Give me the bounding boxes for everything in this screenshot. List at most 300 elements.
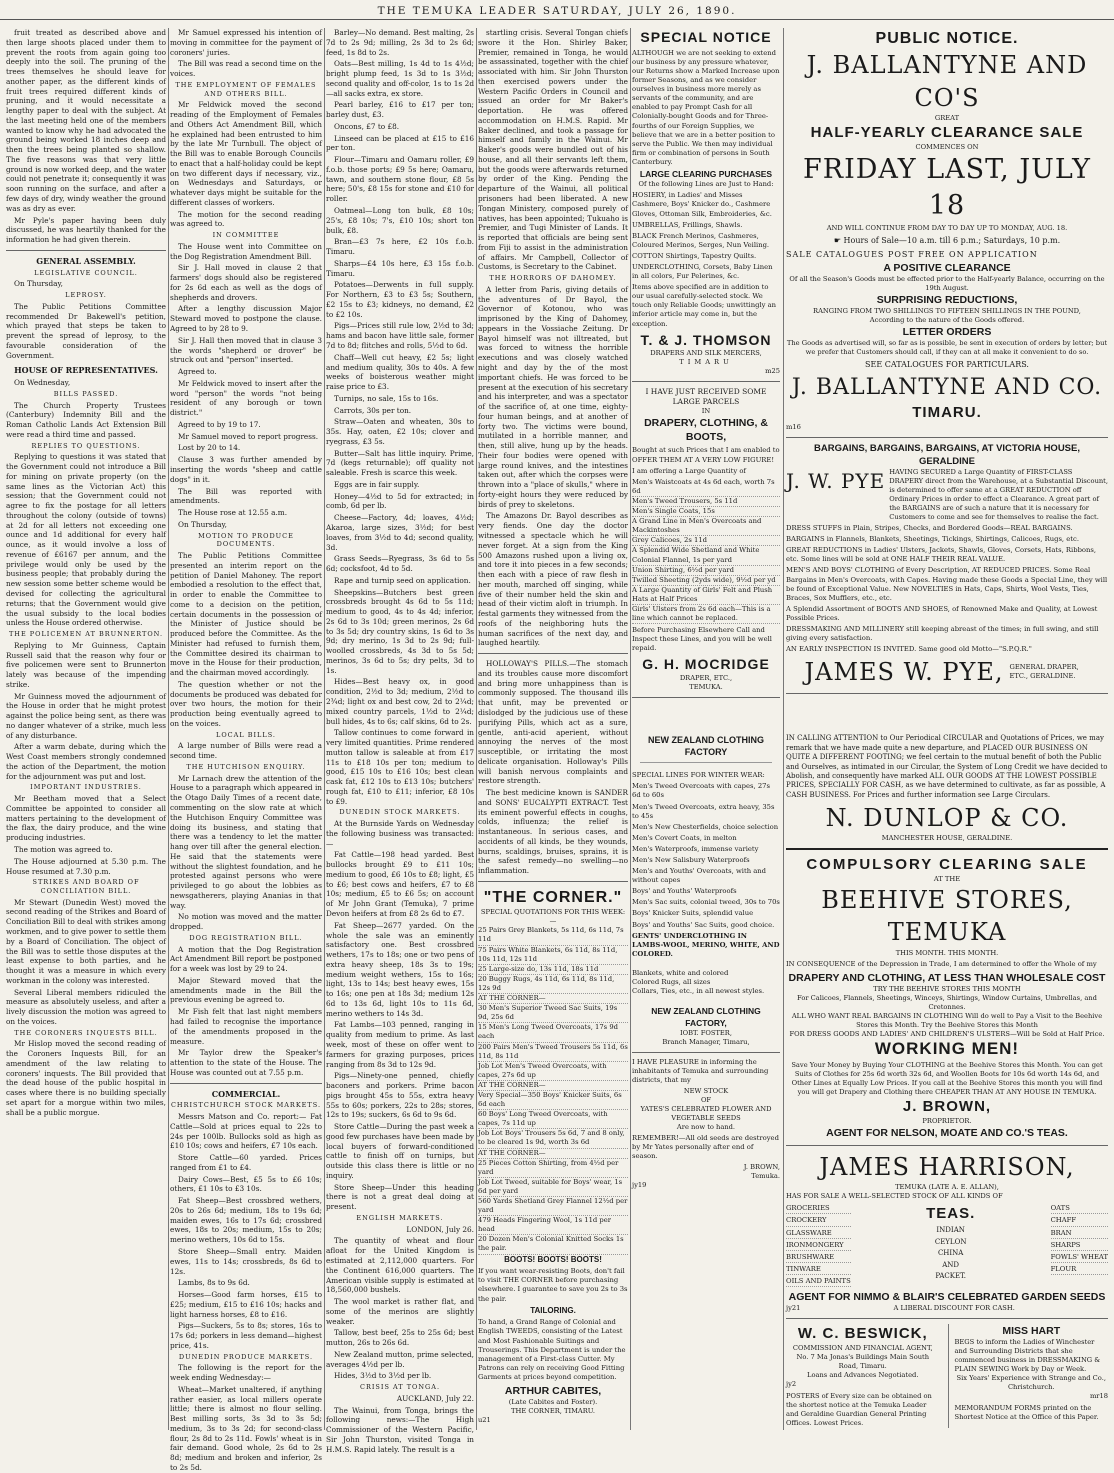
- article-paragraph: Hides—Best heavy ox, in good condition, 2½d to 3d; medium, 2½d to 2¾d; light ox and best cow, 2d to 2¼d; mixed country parcels, 1½d to 2¼d; bull hides, 4s to 6s; calf skins, 6d to 2s.: [326, 677, 474, 726]
- ad-firm-name: G. H. MOCRIDGE: [642, 656, 770, 673]
- ad-signature: ARTHUR CABITES,: [504, 1385, 602, 1398]
- article-paragraph: Sheepskins—Butchers best green crossbreds brought 4s 6d to 5s 11d; medium to good, 4s to 4s 4d; inferior, 2s 6d to 3s 10d; green merinos, 2s 6d to 3s 5d; dry country skins, 1s 6d to 3s 9d; dry merino, 1s 3d to 2s 9d; full-woolled crossbreds, 4s 3d to 5s 5d; merinos, 3s 6d to 5s; dry pelts, 3d to 1s.: [326, 587, 474, 675]
- article-paragraph: Butter—Salt has little inquiry. Prime, 7d (kegs returnable); off quality not saleable. Fresh is scarce this week.: [326, 448, 474, 478]
- price-list-item: 25 Large-size do, 13s 11d, 18s 11d: [478, 965, 628, 975]
- article-paragraph: Mr Fish felt that last night members had failed to recognise the importance of the amendments proposed in the measure.: [170, 1007, 322, 1046]
- tea-type: PACKET.: [935, 1271, 966, 1280]
- article-paragraph: Replying to questions it was stated that the Government could not introduce a Bill for mining on private property (on the same lines as the Victorian Act) this session; that the Government could not agree to fix the postage for all letters throughout the colony (outside of towns) at 2d for all letters not exceeding one ounce and 1d additional for every half ounce, as it would involve a loss of revenue of £6167 per annum, and the privilege would only be used by the business people; that probably during the new session some better scheme would be devised for collecting the agricultural returns; that the Government would give the usual subsidy to the local bodies unless the House ordered otherwise.: [6, 452, 166, 628]
- goods-item: FLOUR: [1051, 1265, 1108, 1275]
- ad-subtitle: Of the following Lines are Just to Hand:: [638, 180, 774, 189]
- ad-firm-sub: COMMISSION AND FINANCIAL AGENT,: [792, 1344, 933, 1353]
- pye-intro: [786, 468, 1108, 522]
- article-paragraph: A letter from Paris, giving details of the adventures of Dr Bayol, the Governor of Kotonou, who was imprisoned by the King of Dahomey, appears in the Vossiache Zeitung. Dr Bayol himself was not illtreated, but was forced to witness the horrible executions and was closely watched night and day by the of the most important chiefs. He was forced to be present at the execution of his secretary and his interpreter, and was a spectator of the sacrifice of, at one time, eighty-four human beings, and at another of forty two. The victims were bound, mutilated in a horrible manner, and then, still alive, hung up by the heads. Their four bodies were opened with large round knives, and the intestines taken out, after which the corpses were thrown into a "place of skulls," where in forty-eight hours they were reduced by birds of prey to skeletons.: [478, 284, 628, 509]
- ad-text: IN CONSEQUENCE of the Depression in Trade, I am determined to offer the Whole of my: [786, 959, 1097, 968]
- article-paragraph: The House adjourned at 5.30 p.m. The House resumed at 7.30 p.m.: [6, 856, 166, 876]
- article-paragraph: Pigs—Prices still rule low, 2½d to 3d; hams and bacon have little sale, former 7d to 8d; flitches and rolls, 5½d to 6d.: [326, 321, 474, 350]
- ad-code: m25: [765, 367, 780, 376]
- divider: [632, 697, 780, 698]
- subheading: CHRISTCHURCH STOCK MARKETS.: [170, 1101, 322, 1110]
- divider: [632, 381, 780, 382]
- advertisement-text: The best medicine known is SANDER and SONS' EUCALYPTI EXTRACT. Test its eminent powerful effects in coughs, colds, influenza; the relief is instantaneous. In serious cases, and accidents of all kinds, be they wounds, burns, scaldings, bruises, sprains, it is the safest remedy—no swelling—no inflammation.: [478, 788, 628, 876]
- harrison-advertisement: [786, 1151, 1108, 1313]
- dateline: On Wednesday,: [14, 378, 71, 388]
- ad-firm-name: J. BROWN,: [743, 1163, 780, 1172]
- article-paragraph: The question whether or not the documents be produced was debated for over two hours, the motion for their production being eventually agreed to on the voices.: [170, 679, 322, 728]
- column-6: [786, 28, 1108, 1430]
- price-list-item: Men's Covert Coats, in melton: [632, 833, 737, 842]
- goods-grid-right: [1051, 1204, 1108, 1287]
- ad-signature-place: THE CORNER, TIMARU.: [511, 1407, 595, 1416]
- divider: [170, 1083, 322, 1084]
- tea-type: AND: [942, 1260, 960, 1269]
- article-paragraph: Mr Samuel moved to report progress.: [178, 431, 319, 441]
- article-paragraph: Wheat—Market unaltered, if anything rather easier, as local millers operate little; there is almost no flour selling. Best milling sorts, 3s 3d to 3s 5d; medium, 3s to 3s 2d; for second-class flour, 2s 8d to 2s 11d. Fowls' wheat is in fair demand. Good whole, 2s 6d to 2s 8d; medium and broken and inferior, 2s to 2s 5d.: [170, 1384, 322, 1472]
- article-paragraph: The Public Petitions Committee recommended Dr Bakewell's petition, which prayed that steps be taken to prevent the spread of leprosy, to the favourable consideration of the Government.: [6, 301, 166, 360]
- article-paragraph: Chaff—Well cut heavy, £2 5s; light and medium quality, 30s to 40s. A few weeks of boisterous weather might raise price to £3.: [326, 352, 474, 392]
- article-paragraph: Sir J. Hall then moved that in clause 3 the words "shepherd or drover" be struck out and "person" inserted.: [170, 335, 322, 365]
- ad-line: Of all the Season's Goods must be effected prior to the Half-yearly Balance, occurring on the 19th August.: [789, 274, 1105, 292]
- subheading: DUNEDIN PRODUCE MARKETS.: [178, 1352, 314, 1361]
- article-paragraph: Replying to Mr Guinness, Captain Russell said that the reason why four or five policemen were sent to Brunnerton lately was because of the impending strike.: [6, 640, 166, 689]
- subheading: DUNEDIN STOCK MARKETS.: [339, 808, 461, 817]
- ad-text: Bought at such Prices that I am enabled to OFFER THEM AT A VERY LOW FIGURE!: [632, 446, 780, 464]
- hart-advertisement: [948, 1324, 1109, 1428]
- subheading: THE HORRORS OF DAHOMEY.: [489, 274, 617, 283]
- divider: [786, 848, 1108, 850]
- price-list-item: Men's Waistcoats at 4s 6d each, worth 7s 6d: [632, 478, 780, 497]
- article-paragraph: The Public Petitions Committee presented an interim report on the petition of Daniel Mahoney. The report embodied a resolution to the effect that, in order to enable the Committee to come to a decision on the petition, certain documents in the possession of the Minister of Justice should be produced before the Committee. As the Minister had refused to furnish them, the Committee desired its chairman to move in the House for their production, and the chairman moved accordingly.: [170, 550, 322, 678]
- ad-firm-name: N. DUNLOP & CO.: [825, 804, 1069, 833]
- article-paragraph: The motion for the second reading was agreed to.: [170, 209, 322, 229]
- goods-item: FOWLS' WHEAT: [1051, 1253, 1108, 1263]
- column-5: [632, 28, 780, 1430]
- ad-line: YATES'S CELEBRATED FLOWER AND VEGETABLE SEEDS: [640, 1105, 772, 1123]
- price-list-item: Twilled Sheeting (2yds wide), 9½d per yd: [632, 576, 780, 586]
- article-paragraph: Pearl barley, £16 to £17 per ton; barley dust, £3.: [326, 100, 474, 120]
- article-paragraph: Turnips, no sale, 15s to 16s.: [334, 393, 439, 403]
- goods-item: IRONMONGERY: [786, 1241, 851, 1251]
- ad-firm-name: J. BROWN,: [902, 1098, 992, 1116]
- column-rule: [168, 28, 169, 1430]
- article-paragraph: Mr Feldwick moved the second reading of the Employment of Females and Others Act Amendment Bill, which he explained had been entrusted to him by the late Mr Turnbull. The object of the Bill was to enable Borough Councils to enact that a half-holiday could be kept on two different days if necessary, viz., on Wednesdays and Saturdays, or whatever days might be suitable for the different classes of workers.: [170, 100, 322, 207]
- price-list-item: Men's Tweed Overcoats with capes, 27s 6d to 60s: [632, 782, 770, 800]
- price-list-item: Job Lot Men's Tweed Overcoats, with capes, 27s 6d up: [478, 1062, 628, 1081]
- ad-text: REMEMBER!—All old seeds are destroyed by Mr Yates personally after end of season.: [632, 1134, 779, 1161]
- subheading: MOTION TO PRODUCE DOCUMENTS.: [198, 531, 294, 549]
- dateline: LONDON, July 26.: [406, 1224, 474, 1234]
- column-1: [6, 28, 166, 1430]
- ad-firm-sub: DRAPERS AND SILK MERCERS,: [650, 349, 762, 358]
- article-paragraph: Mr Feldwick moved to insert after the word "person" the words "not being resident of any borough or town district.": [170, 378, 322, 418]
- subheading: THE POLICEMEN AT BRUNNERTON.: [8, 630, 164, 639]
- ad-text: If you want wear-resisting Boots, don't fail to visit THE CORNER before purchasing elsewhere. I guarantee to save you 2s to 3s the pair.: [478, 1267, 628, 1303]
- section-heading: COMMERCIAL.: [211, 1088, 281, 1099]
- article-paragraph: Pigs—Suckers, 5s to 8s; stores, 16s to 17s 6d; porkers in less demand—highest price, 41s.: [170, 1321, 322, 1350]
- ad-ornament: [640, 762, 772, 768]
- ad-line: COMMENCES ON: [915, 142, 979, 151]
- article-paragraph: Pigs—Ninety-one penned, chiefly baconers and porkers. Prime bacon pigs brought 45s to 55s, extra heavy 55s to 60s; porkers, 22s to 28s; stores, 12s to 19s; suckers, 6s 6d to 9s 6d.: [326, 1071, 474, 1120]
- brown-advertisement: [632, 1058, 780, 1190]
- article-paragraph: startling crisis. Several Tongan chiefs swore it the Hon. Shirley Baker, Premier, remained in Tonga, he would be assassinated, together with the chief associated with him. Sir John Thurston then exercised powers under the Western Pacific Orders in Council and issued an order for Mr Baker's deportation. He was offered accommodation on H.M.S. Rapid. Mr Baker declined, and took a passage for himself and family in the Wainui. Mr Baker's goods were bundled out of his house, and all their servants left them, but the goods were afterwards returned by order of the King. Pending the departure of the Wainui, all political prisoners had been liberated. A new Tongan Ministery, composed purely of natives, has been appointed; Tukuaho is Premier, and Tugi Minister of Lands. It is reported that officials are being sent from Fiji to assist in the administration of affairs. Mr Campbell, Collector of Customs, is Secretary to the Cabinet.: [478, 28, 628, 272]
- ad-text: To hand, a Grand Range of Colonial and English TWEEDS, consisting of the Latest and Most Fashionable Suitings and Trouserings. This Department is under the management of a First-class Cutter. My Patrons can rely on receiving Good Fitting Garments at prices beyond competition.: [478, 1318, 626, 1381]
- ad-code: u21: [478, 1416, 491, 1425]
- ad-title: PUBLIC NOTICE.: [875, 30, 1019, 47]
- article-paragraph: The House went into Committee on the Dog Registration Amendment Bill.: [170, 241, 322, 261]
- bargain-line-item: DRESS STUFFS in Plain, Stripes, Checks, and Bordered Goods—REAL BARGAINS.: [786, 524, 1073, 533]
- article-paragraph: Honey—4½d to 5d for extracted; in comb, 6d per lb.: [326, 491, 474, 511]
- ad-line: The Goods as advertised will, so far as is possible, be sent in execution of orders by letter; but we prefer that Customers should call, if they can at all make it convenient to do so.: [786, 338, 1108, 356]
- price-list-item: Men's Single Coats, 15s: [632, 507, 780, 517]
- price-list-item: AT THE CORNER—: [478, 1081, 628, 1091]
- ad-heading: SURPRISING REDUCTIONS,: [876, 293, 1018, 306]
- ad-text: BEGS to inform the Ladies of Winchester and Surrounding Districts that she commenced business in DRESSMAKING & PLAIN SEWING Work by Day or Week.: [954, 1338, 1101, 1373]
- price-list-item: Men's New Salisbury Waterproofs: [632, 855, 750, 864]
- column-rule: [630, 28, 631, 1430]
- price-list-item: Men's New Chesterfields, choice selection: [632, 822, 779, 831]
- goods-item: GROCERIES: [786, 1204, 851, 1214]
- subheading: LOCAL BILLS.: [216, 730, 276, 739]
- ad-line: NEW STOCK: [683, 1087, 729, 1096]
- article-paragraph: Rape and turnip seed on application.: [334, 575, 471, 585]
- clearing-line-item: COTTON Shirtings, Tapestry Quilts.: [632, 251, 757, 260]
- article-paragraph: Flour—Timaru and Oamaru roller, £9 f.o.b. those ports; £9 5s here; Oamaru, tawn, and southern stone flour, £8 5s here; 50's, £8 15s for stone and £10 for roller.: [326, 155, 474, 204]
- ad-firm-place: Temuka.: [751, 1172, 780, 1181]
- ad-line: HAS FOR SALE A WELL-SELECTED STOCK OF ALL KINDS OF: [786, 1192, 1003, 1201]
- ad-heading: DRAPERY, CLOTHING, & BOOTS,: [644, 417, 768, 444]
- price-list-item: Boys' and Youths' Waterproofs: [632, 887, 737, 896]
- article-paragraph: Fat Sheep—2677 yarded. On the whole the sale was an eminently satisfactory one. Best crossbred wethers, 17s to 18s; one or two pens of extra heavy sheep, 18s 3s to 19s; medium weight wethers, 15s to 16s; light, 13s to 14s; best heavy ewes, 15s to 16s; one pen at 18s 3d; medium 12s 6d to 13s 6d, light 10s to 11s 6d, merino wethers to 14s 3d.: [326, 920, 474, 1018]
- price-list-item: 75 Pairs White Blankets, 6s 11d, 8s 11d, 10s 11d, 12s 11d: [478, 946, 628, 965]
- subheading: STRIKES AND BOARD OF CONCILIATION BILL.: [32, 878, 140, 896]
- column-2: [170, 28, 322, 1472]
- goods-item: SHARPS: [1051, 1241, 1108, 1251]
- ad-heading: LETTER ORDERS: [902, 325, 992, 338]
- ad-firm-sub: GENERAL DRAPER, ETC., GERALDINE.: [1009, 663, 1079, 681]
- goods-item: CHAFF: [1051, 1216, 1108, 1226]
- article-paragraph: Store Cattle—60 yarded. Prices ranged from £1 to £4.: [170, 1153, 322, 1172]
- article-paragraph: Mr Taylor drew the Speaker's attention to the state of the House. The House was counted out at 7.55 p.m.: [170, 1048, 322, 1077]
- goods-item: OILS AND PAINTS: [786, 1277, 851, 1287]
- price-list-item: A Grand Line in Men's Overcoats and Mackintoshes: [632, 517, 780, 536]
- goods-item: OATS: [1051, 1204, 1108, 1214]
- clearing-line-item: BLACK French Merinos, Cashmeres, Coloured Merinos, Serges, Nun Veiling.: [632, 231, 770, 249]
- nz-clothing-advertisement: [632, 734, 780, 1047]
- price-list-item: 200 Pairs Men's Tweed Trousers 5s 11d, 6s 11d, 8s 11d: [478, 1043, 628, 1062]
- article-paragraph: Potatoes—Derwents in full supply. For Northern, £3 to £3 5s; Southern, £2 15s to £3; kidneys, no demand, £2 to £2 10s.: [326, 280, 474, 319]
- price-list-item: Men's Sac suits, colonial tweed, 30s to 70s: [632, 898, 780, 907]
- ad-firm-name: JAMES HARRISON,: [819, 1153, 1075, 1182]
- price-list-item: Boys' and Youths' Sac Suits, good choice.: [632, 920, 775, 929]
- goods-item: BRAN: [1051, 1229, 1108, 1239]
- article-paragraph: The wool market is rather flat, and some of the merinos are slightly weaker.: [326, 1297, 474, 1326]
- ad-line: No. 7 Ma Jonas's Buildings Main South Road, Timaru.: [796, 1353, 930, 1371]
- article-paragraph: Mr Guinness moved the adjournment of the House in order that he might protest against the police being sent, as there was no danger whatever of a strike, much less of any disturbance.: [6, 691, 166, 740]
- article-paragraph: The Amazons Dr. Bayol describes as very fiends. One day the doctor witnessed a spectacle which he will never forget. At a sign from the King 500 Amazons rushed upon a living ox, and tore it into pieces in a few seconds; then each with a piece of raw flesh in her mouth, marched off singing, while five of their number held the skin and head of their victim aloft in triumph. In festal garments they witnessed from the roofs of the neighboring huts the human sacrifices of the next day, and laughed heartily.: [478, 511, 628, 648]
- article-paragraph: Hides, 3½d to 3½d per lb.: [334, 1371, 432, 1381]
- ad-firm-sub: Branch Manager, Timaru,: [662, 1037, 750, 1046]
- article-paragraph: Oncons, £7 to £8.: [334, 121, 400, 131]
- ad-heading: NEW ZEALAND CLOTHING FACTORY,: [651, 1006, 761, 1028]
- article-paragraph: Mr Hislop moved the second reading of the Coroners Inquests Bill, for an amendment of the law relating to coroners' inquests. The Bill provided that the dead house of the public hospital in cases where there is no building specially set apart for a morgue within two miles, shall be a public morgue.: [6, 1039, 166, 1117]
- goods-item: TINWARE: [786, 1265, 851, 1275]
- ad-text: MEMORANDUM FORMS printed on the Shortest Notice at the Office of this Paper.: [954, 1403, 1099, 1421]
- mocridge-list: [632, 478, 780, 624]
- subheading: DOG REGISTRATION BILL.: [189, 933, 303, 942]
- tea-type: CHINA: [937, 1249, 964, 1258]
- article-paragraph: Clause 3 was further amended by inserting the words "sheep and cattle dogs" in it.: [170, 455, 322, 484]
- ad-text: SPECIAL LINES FOR WINTER WEAR:: [632, 771, 765, 780]
- divider: [786, 437, 1108, 438]
- ad-line: THIS MONTH. THIS MONTH.: [895, 948, 999, 957]
- ad-firm-name: JAMES W. PYE,: [804, 658, 1004, 687]
- bottom-ads: [786, 1324, 1108, 1428]
- corner-list: [478, 926, 628, 1254]
- article-paragraph: fruit treated as described above and then large shoots placed under them to prevent the roots from again going too deeply into the soil. The pruning of the trees themselves he should leave for another paper, as the different kinds of fruit trees required different kinds of pruning, and it would necessitate a lengthy paper to deal with the subject. At the last meeting held one of the members wanted to know why he had advocated the ground being worked 18 inches deep and then the trees being planted so shallow. The five reasons was that very little ground is now worked deep, and the water could not penetrate it; consequently it was soon running on the surface, and after a few days of dry, windy weather the ground was as dry as ever.: [6, 28, 166, 213]
- goods-item: BRUSHWARE: [786, 1253, 851, 1263]
- ad-heading: LARGE CLEARING PURCHASES: [639, 168, 773, 179]
- price-list-item: AT THE CORNER—: [478, 1149, 628, 1159]
- article-paragraph: Lambs, 8s to 9s 6d.: [178, 1278, 250, 1288]
- ad-heading: BARGAINS, BARGAINS, BARGAINS, AT VICTORIA HOUSE, GERALDINE: [813, 442, 1080, 467]
- ad-firm-name: J. BALLANTYNE AND CO.: [791, 375, 1103, 401]
- article-paragraph: Carrots, 30s per ton.: [334, 405, 412, 415]
- article-paragraph: Sir J. Hall moved in clause 2 that farmers' dogs should also be registered for 2s 6d each as well as the dogs of shepherds and drovers.: [170, 263, 322, 302]
- ad-title: COMPULSORY CLEARING SALE: [806, 856, 1088, 874]
- article-paragraph: The House rose at 12.55 a.m.: [178, 508, 288, 518]
- ad-line: Save Your Money by Buying Your CLOTHING at the Beehive Stores this Month. You can get Suits of Clothes for 25s 6d worth 32s 6d, and Woollen Boots for 10s 6d worth 14s 6d, and Other Lines at Equally Low Prices. If you call at the Beehive Stores this month you will find you will get Drapery and Clothing there CHEAPER THAN AT ANY HOUSE IN TEMUKA.: [791, 1061, 1103, 1097]
- article-paragraph: Store Sheep—Small entry. Maiden ewes, 11s to 14s; crossbreds, 8s 6d to 12s.: [170, 1246, 322, 1276]
- ad-line: RANGING FROM TWO SHILLINGS TO FIFTEEN SHILLINGS IN THE POUND,: [813, 306, 1081, 315]
- article-paragraph: No motion was moved and the matter dropped.: [170, 912, 322, 932]
- divider: [786, 1318, 1108, 1319]
- price-list-item: 30 Men's Superior Tweed Sac Suits, 19s 9d, 25s 6d: [478, 1004, 628, 1023]
- price-list-item: Men's and Youths' Overcoats, with and without capes: [632, 867, 767, 885]
- goods-grid: [786, 1204, 1108, 1287]
- article-paragraph: Eggs are in fair supply.: [334, 479, 420, 489]
- column-4: [478, 28, 628, 1430]
- article-paragraph: The quantity of wheat and flour afloat for the United Kingdom is estimated at 2,112,000 quarters. For the Continent 616,000 quarters. The American visible supply is estimated at 18,560,000 bushels.: [326, 1236, 474, 1295]
- ad-heading: TAILORING.: [530, 1305, 576, 1315]
- article-paragraph: After a warm debate, during which the West Coast members strongly condemned the action of the Department, the motion for the adjournment was put and lost.: [6, 742, 166, 781]
- thomson-advertisement: [632, 28, 780, 376]
- article-paragraph: The Church Property Trustees (Canterbury) Indemnity Bill and the Roman Catholic Lands Act Extension Bill were read a third time and passed.: [6, 400, 166, 439]
- ad-date: FRIDAY LAST, JULY 18: [803, 153, 1091, 221]
- pye-advertisement: [786, 443, 1108, 689]
- article-paragraph: Messrs Matson and Co. report:— Fat Cattle—Sold at prices equal to 22s to 24s per 100lb. Bullocks sold as high as £10 10s; cows and heifers, £7 10s each.: [170, 1112, 322, 1151]
- price-list-item: Job Lot Boys' Trousers 5s 6d, 7 and 8 only, to be cleared 1s 9d, worth 3s 6d: [478, 1129, 628, 1148]
- ad-heading: BOOTS! BOOTS! BOOTS!: [504, 1254, 602, 1264]
- ad-firm-name: IOBT. FOSTER,: [680, 1028, 732, 1037]
- ad-heading: DRAPERY AND CLOTHING, AT LESS THAN WHOLESALE COST: [788, 971, 1106, 984]
- ballantyne-advertisement: [786, 28, 1108, 432]
- column-rule: [324, 28, 325, 1430]
- price-list-item: Job Lot Tweed, suitable for Boys' wear, 1s 6d per yard: [478, 1178, 628, 1197]
- article-paragraph: The Bill was reported with amendments.: [170, 486, 322, 506]
- article-paragraph: Fat Sheep—Best crossbred wethers, 20s to 26s 6d; medium, 18s to 19s 6d; maiden ewes, 16s to 17s 6d; crossbred ewes, 18s to 20s; medium, 15s to 20s; merino wethers, 10s 6d to 15s.: [170, 1196, 322, 1245]
- dateline: AUCKLAND, July 22.: [396, 1393, 474, 1403]
- price-list-item: 20 Dozen Men's Colonial Knitted Socks 1s the pair.: [478, 1235, 628, 1254]
- divider: [478, 653, 628, 654]
- ad-line: TRY THE BEEHIVE STORES THIS MONTH: [873, 984, 1021, 993]
- ad-intro: I HAVE JUST RECEIVED SOME LARGE PARCELS: [645, 387, 767, 407]
- hand-pointer-icon: ☛: [833, 236, 841, 246]
- ad-subtitle: SPECIAL QUOTATIONS FOR THIS WEEK:—: [480, 908, 626, 926]
- ad-text: Items above specified are in addition to our usual carefully-selected stock. We touch only Reliable Goods; unwittingly an inferior article may come in, but the exception.: [632, 283, 777, 328]
- article-paragraph: The motion was agreed to.: [14, 845, 113, 855]
- ad-code: jy19: [632, 1181, 647, 1190]
- article-paragraph: Dairy Cows—Best, £5 5s to £6 10s; others, £1 10s to £3 10s.: [170, 1174, 322, 1194]
- article-paragraph: Tallow, best beef, 25s to 25s 6d; best mutton, 26s to 26s 6d.: [326, 1328, 474, 1348]
- article-paragraph: Agreed to by 19 to 17.: [178, 419, 261, 429]
- tea-type: INDIAN: [936, 1226, 965, 1235]
- ad-in: IN: [701, 407, 711, 416]
- goods-item: GLASSWARE: [786, 1229, 851, 1239]
- article-paragraph: Fat Cattle—198 head yarded. Best bullocks brought £9 to £11 10s; medium to good, £6 10s to £8; light, £5 to £6; best cows and heifers, £7 to £8 10s; medium, £5 to £6 5s; on account of Mr John Grant (Temuka), 7 prime Devon heifers at from £8 2s 6d to £7.: [326, 850, 474, 919]
- article-paragraph: Lost by 20 to 14.: [178, 443, 241, 453]
- goods-grid-left: [786, 1204, 851, 1287]
- ad-line: AND WILL CONTINUE FROM DAY TO DAY UP TO MONDAY, AUG. 18.: [826, 224, 1068, 233]
- subheading: REPLIES TO QUESTIONS.: [31, 441, 141, 450]
- ad-firm-place: TEMUKA.: [689, 683, 723, 692]
- goods-item: CROCKERY: [786, 1216, 851, 1226]
- ad-line: Are now to hand.: [676, 1123, 736, 1132]
- article-paragraph: A large number of Bills were read a second time.: [170, 741, 322, 761]
- subheading: THE CORONERS INQUESTS BILL.: [14, 1028, 158, 1037]
- article-paragraph: Oatmeal—Long ton bulk, £8 10s; 25's, £8 10s; 7's, £10 10s; short ton bulk, £8.: [326, 206, 474, 235]
- divider: [632, 1052, 780, 1053]
- ad-line: GREAT: [934, 113, 960, 122]
- price-list-item: Girls' Ulsters from 2s 6d each—This is a line which cannot be replaced.: [632, 605, 780, 624]
- subheading: THE EMPLOYMENT OF FEMALES AND OTHERS BILL.: [175, 80, 317, 98]
- article-paragraph: Linseed can be placed at £15 to £16 per ton.: [326, 133, 474, 153]
- ad-firm-sub: PROPRIETOR.: [922, 1117, 972, 1126]
- article-paragraph: The Bill was read a second time on the voices.: [170, 59, 322, 79]
- ad-firm-sub: DRAPER, ETC.,: [679, 674, 733, 683]
- ad-heading: AGENT FOR NIMMO & BLAIR'S CELEBRATED GARDEN SEEDS: [788, 1290, 1106, 1303]
- corner-advertisement: [478, 887, 628, 1425]
- beehive-advertisement: [786, 855, 1108, 1140]
- ad-title: "THE CORNER.": [483, 889, 623, 907]
- ad-firm-name: BEEHIVE STORES, TEMUKA: [821, 886, 1073, 947]
- article-paragraph: Several Liberal members ridiculed the measure as absolutely useless, and after a lively discussion the motion was agreed to on the voices.: [6, 987, 166, 1026]
- subheading: LEGISLATIVE COUNCIL.: [34, 268, 138, 277]
- bargain-line-item: A Splendid Assortment of BOOTS AND SHOES, of Renowned Make and Quality, at Lowest Possible Prices.: [786, 604, 1098, 622]
- dateline: On Thursday,: [178, 519, 227, 529]
- ad-firm-sub: MANCHESTER HOUSE, GERALDINE.: [881, 834, 1013, 843]
- section-heading: HOUSE OF REPRESENTATIVES.: [14, 365, 158, 376]
- article-paragraph: Mr Beetham moved that a Select Committee be appointed to consider all matters pertaining to the development of the flax, the dairy produce, and the wine producing industries.: [6, 794, 166, 843]
- article-paragraph: Horses—Good farm horses, £15 to £25; medium, £15 to £16 10s; hacks and light harness horses, £8 to £16.: [170, 1290, 322, 1319]
- ad-text: Before Purchasing Elsewhere Call and Inspect these Lines, and you will be well repaid.: [632, 626, 772, 653]
- ad-line: A LIBERAL DISCOUNT FOR CASH.: [893, 1304, 1015, 1313]
- article-paragraph: Tallow continues to come forward in very limited quantities. Prime rendered mutton tallow is saleable at from £17 11s to £18 10s per ton; medium to good, £15 10s to £16 10s; best clean cask fat, £12 10s to £13 10s; butchers' rough fat, £10 to £11; inferior, £8 10s to £9.: [326, 728, 474, 806]
- subheading: LEPROSY.: [65, 291, 107, 300]
- article-paragraph: Straw—Oaten and wheaten, 30s to 35s. Hay, oaten, £2 10s; clover and ryegrass, £3 5s.: [326, 417, 474, 446]
- bargain-line-item: AN EARLY INSPECTION IS INVITED. Same good old Motto—"S.P.Q.R.": [786, 645, 1032, 654]
- article-paragraph: After a lengthy discussion Major Steward moved to postpone the clause. Agreed to by 28 to 9.: [170, 304, 322, 334]
- masthead: THE TEMUKA LEADER SATURDAY, JULY 26, 1890.: [0, 0, 1114, 20]
- price-list-item: Men's Tweed Overcoats, extra heavy, 35s to 45s: [632, 802, 775, 820]
- pye-signature: [786, 656, 1108, 688]
- price-list-item: Boys' Knicker Suits, splendid value: [632, 909, 754, 918]
- price-list-item: AT THE CORNER—: [478, 994, 628, 1004]
- clearing-line-item: UMBRELLAS, Frillings, Shawls.: [632, 220, 743, 229]
- ad-text: POSTERS of Every size can be obtained on the shortest notice at the Temuka Leader and Geraldine Guardian General Printing Offices. Lowest Prices.: [786, 1391, 932, 1427]
- ad-code: mr18: [1089, 1391, 1108, 1400]
- ad-line: SALE CATALOGUES POST FREE ON APPLICATION: [786, 249, 1038, 259]
- clearing-line-item: HOSIERY, in Ladies' and Misses Cashmere, Boys' Knicker do., Cashmere Gloves, Ottoman Silk, Embroideries, &c.: [632, 191, 772, 218]
- article-paragraph: Grass Seeds—Ryegrass, 3s 6d to 5s 6d; cocksfoot, 4d to 5d.: [326, 554, 474, 574]
- ad-heading: A POSITIVE CLEARANCE: [883, 261, 1011, 274]
- article-paragraph: Cheese—Factory, 4d; loaves, 4½d; Akaroa, large sizes, 3½d; for best loaves, from 3½d to 4d; second quality, 3d.: [326, 513, 474, 552]
- ad-line: According to the nature of the Goods offered.: [869, 315, 1025, 324]
- pye-list: [786, 524, 1108, 654]
- subheading: ENGLISH MARKETS.: [356, 1213, 444, 1222]
- ad-firm-place: TIMARU: [679, 358, 733, 367]
- ad-line: OF: [700, 1096, 712, 1105]
- subheading: CRISIS AT TONGA.: [359, 1383, 441, 1392]
- ad-text: IN CALLING ATTENTION to Our Periodical CIRCULAR and Quotations of Prices, we may remark that we have made quite a new departure, and PLACED OUR BUSINESS ON QUITE A DIFFERENT FOOTING; we feel certain to the mutual benefit of both the Public and Ourselves, as intimated in our Circular, the System of Long Credit we have decided to Abolish, and consequently have marked ALL OUR GOODS AT THE LOWEST POSSIBLE PRICES, SPECIALLY FOR CASH, as we have determined to cultivate, as far as possible, A CASH BUSINESS. For Prices and further information see Large Circulars.: [786, 734, 1108, 799]
- article-paragraph: Store Cattle—During the past week a good few purchases have been made by local buyers of forward-conditioned cattle to finish off on turnips, but outside this class there is little or no inquiry.: [326, 1122, 474, 1180]
- divider: [6, 250, 166, 251]
- article-paragraph: Major Steward moved that the amendments made in the Bill the previous evening be agreed to.: [170, 975, 322, 1005]
- ad-heading: TEAS.: [926, 1205, 976, 1223]
- price-list-item: 60 Boys' Long Tweed Overcoats, with capes, 7s 11d up: [478, 1110, 628, 1129]
- dunlop-advertisement: [786, 734, 1108, 843]
- article-paragraph: Fat Lambs—103 penned, ranging in quality from medium to prime. As last week, most of these on offer went to farmers for grazing purposes, prices ranging from 8s 3d to 12s 9d.: [326, 1020, 474, 1069]
- ad-code: jy21: [786, 1304, 801, 1313]
- divider: [786, 693, 1108, 694]
- subheading: BILLS PASSED.: [53, 389, 119, 398]
- nz-list: [632, 782, 780, 929]
- ad-line: FOR DRESS GOODS AND LADIES' AND CHILDREN'S ULSTERS—Will be Sold at Half Price.: [789, 1029, 1105, 1038]
- price-list-item: A Splendid Wide Shetland and White Colonial Flannel, 1s per yard: [632, 546, 780, 565]
- article-paragraph: New Zealand mutton, prime selected, averages 4½d per lb.: [326, 1349, 474, 1369]
- article-paragraph: Mr Samuel expressed his intention of moving in committee for the payment of coroners' juries.: [170, 28, 322, 57]
- ad-line: AT THE: [933, 875, 961, 884]
- ad-firm-name: W. C. BESWICK,: [797, 1325, 928, 1343]
- tea-type: CEYLON: [934, 1237, 967, 1246]
- bargain-line-item: BARGAINS in Flannels, Blankets, Sheetings, Tickings, Shirtings, Calicoes, Rugs, etc.: [786, 535, 1079, 544]
- ad-firm-name: MISS HART: [1002, 1325, 1061, 1338]
- article-paragraph: At the Burnside Yards on Wednesday the following business was transacted:—: [326, 819, 474, 848]
- ad-text: I am offering a Large Quantity of: [632, 466, 746, 475]
- article-paragraph: Barley—No demand. Best malting, 2s 7d to 2s 9d; milling, 2s 3d to 2s 6d; feed, 1s 8d to 2s.: [326, 28, 474, 57]
- article-paragraph: Agreed to.: [178, 367, 217, 377]
- column-3: [326, 28, 474, 1454]
- price-list-item: 25 Pieces Cotton Shirting, from 4½d per yard: [478, 1159, 628, 1178]
- bargain-line-item: GREAT REDUCTIONS in Ladies' Ulsters, Jackets, Shawls, Gloves, Corsets, Hats, Ribbons, etc. Some lines will be sold at ONE HALF THEIR REAL VALUE.: [786, 546, 1097, 564]
- beswick-advertisement: [786, 1324, 940, 1428]
- ad-line: Loans and Advances Negotiated.: [807, 1371, 919, 1380]
- article-paragraph: A motion that the Dog Registration Act Amendment Bill report be postponed for a week was lost by 29 to 24.: [170, 944, 322, 974]
- ad-text: Blankets, white and colored Colored Rugs, all sizes Collars, Ties, etc., in all newest styles.: [632, 968, 765, 996]
- bargain-line-item: MEN'S AND BOYS' CLOTHING of Every Description, AT REDUCED PRICES. Some Real Bargains in Men's Overcoats, with Capes. Having made these Goods a Special Line, they will be found of Exceptional Value. New NOVELTIES in Hats, Caps, Shirts, Wool Vests, Ties, Braces, Sox Mufflers, etc., etc.: [786, 566, 1108, 602]
- divider: [478, 881, 628, 882]
- price-list-item: Grey Calicoes, 2s 11d: [632, 536, 780, 546]
- ad-heading: WORKING MEN!: [874, 1039, 1020, 1059]
- article-paragraph: Sharps—£4 10s here, £3 15s f.o.b. Timaru.: [326, 258, 474, 278]
- clearing-line-item: UNDERCLOTHING, Corsets, Baby Linen in all colors, Fur Pelerines, &c.: [632, 262, 773, 281]
- subheading: IN COMMITTEE: [212, 231, 280, 240]
- price-list-item: Very Special—350 Boys' Knicker Suits, 6s 6d each: [478, 1091, 628, 1110]
- price-list-item: Men's Tweed Trousers, 5s 11d: [632, 497, 780, 507]
- ad-firm-name: J. BALLANTYNE AND CO'S: [806, 51, 1088, 112]
- ad-line: ALL WHO WANT REAL BARGAINS IN CLOTHING Will do well to Pay a Visit to the Beehive Stores this Month. Try the Beehive Stores this Month: [791, 1011, 1103, 1029]
- divider: [786, 1145, 1108, 1146]
- ad-hours: ☛ Hours of Sale—10 a.m. till 6 p.m.; Saturdays, 10 p.m.: [833, 236, 1061, 246]
- advertisement-text: HOLLOWAY'S PILLS.—The stomach and its troubles cause more discomfort and bring more unhappiness than is commonly supposed. The thousand ills that unfit, may be prevented or dislodged by the judicious use of these purifying Pills, which act as a sure, gentle, anti-acid aperient, without annoying the nerves of the most susceptible, or irritating the most delicate organisation. Holloway's Pills will banish nervous complaints and restore strength.: [478, 659, 628, 786]
